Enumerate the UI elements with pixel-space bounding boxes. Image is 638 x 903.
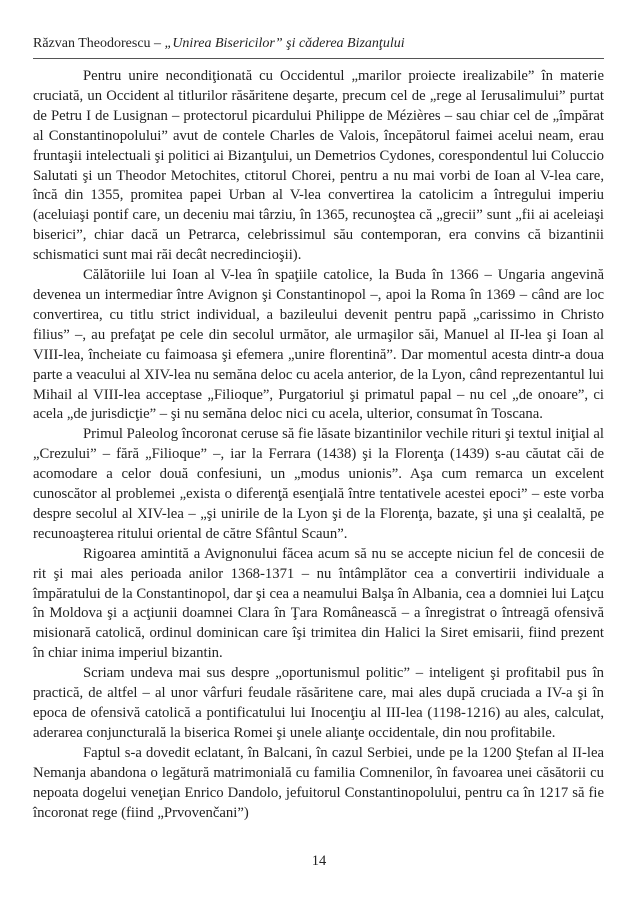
header-title: „Unirea Bisericilor” şi căderea Bizanţului [164, 36, 405, 51]
paragraph: Primul Paleolog încoronat ceruse să fie lăsate bizantinilor vechile rituri şi textul iniţial al „Crezului” – fără „Filioque” –, iar la Ferrara (1438) şi la Florenţa (1439) s-au căutat căi de acomodare a celor două confesiuni, un „modus unionis”. Aşa cum remarca un excelent cunoscător al problemei „exista o diferenţă esenţială între tentativele acestei epoci” – este vorba despre secolul al XIV-lea – „şi unirile de la Lyon şi de la Florenţa, bazate, şi una şi cealaltă, pe recunoaşterea ritului oriental de către Sfântul Scaun”. [33, 426, 604, 542]
header-author: Răzvan Theodorescu – [33, 36, 165, 51]
paragraph: Pentru unire necondiţionată cu Occidentul „marilor proiecte irealizabile” în materie cruciată, un Occident al titlurilor răsăritene deşarte, precum cel de „rege al Ierusalimului” purtat de Petru I de Lusignan – protectorul picardului Philippe de Mézières – sau chiar cel de „împărat al Constantinopolului” avut de contele Charles de Valois, începătorul faimei acelui neam, erau fruntaşii intelectuali şi politici ai Bizanţului, un Demetrios Cydones, corespondentul lui Coluccio Salutati şi un Theodor Metochites, ctitorul Chorei, pentru a nu mai vorbi de Ioan al V-lea care, încă din 1355, promitea papei Urban al V-lea convertirea la catolicim a întregului imperiu (aceluiaşi pontif care, un deceniu mai târziu, în 1365, recunoştea că „grecii” sunt „fii ai aceleiaşi biserici”, chiar dacă un Petrarca, celebrissimul său contemporan, era convins că bizantinii schismatici sunt mai răi decât necredincioşii). [33, 68, 604, 264]
paragraph: Rigoarea amintită a Avignonului făcea acum să nu se accepte niciun fel de concesii de rit şi mai ales perioada anilor 1368-1371 – nu întâmplător cea a convertirii individuale a împăratului de la Constantinopol, dar şi cea a neamului Balşa în Albania, cea a domniei lui Laţcu în Moldova şi a acţiunii doamnei Clara în Ţara Românească – a înregistrat o întreagă ofensivă misionară catolică, ordinul dominican care îşi trimitea din Halici la Siret emisarii, fiind prezent în chiar inima imperiul bizantin. [33, 545, 604, 662]
body-text [33, 67, 604, 823]
paragraph: Scriam undeva mai sus despre „oportunismul politic” – inteligent şi profitabil pus în practică, de altfel – al unor vârfuri feudale răsăritene care, mai ales după cruciada a IV-a şi în epoca de ofensivă catolică a pontificatului lui Inocenţiu al III-lea (1198-1216) au ales, calculat, aderarea conjuncturală la biserica Romei şi unele alianţe occidentale, din nou profitabile. [33, 665, 604, 741]
paragraph: Călătoriile lui Ioan al V-lea în spaţiile catolice, la Buda în 1366 – Ungaria angevină devenea un intermediar între Avignon şi Constantinopol –, apoi la Roma în 1369 – când are loc convertirea, cu titlu strict individual, a bazileului devenit pentru papă „carissimo in Christo filius” –, au prefaţat pe cele din secolul următor, ale urmaşilor săi, Manuel al II-lea şi Ioan al VIII-lea, încheiate cu faimoasa şi efemera „unire florentină”. Dar momentul acesta dintr-a doua parte a veacului al XIV-lea nu semăna deloc cu acela anterior, de la Lyon, când reprezentantul lui Mihail al VIII-lea acceptase „Filioque”, Purgatoriul şi primatul papal – nu cel „de onoare”, ci acela „de jurisdicţie” – şi nu semăna deloc nici cu acela, ulterior, consumat în Toscana. [33, 267, 604, 423]
header-rule [33, 58, 604, 59]
page-number: 14 [311, 853, 327, 869]
running-header [33, 35, 405, 53]
paragraph: Faptul s-a dovedit eclatant, în Balcani, în cazul Serbiei, unde pe la 1200 Ştefan al II-lea Nemanja abandona o legătură matrimonială cu familia Comnenilor, în favoarea unei căsătorii cu nepoata dogelui veneţian Enrico Dandolo, jefuitorul Constantinopolului, pentru ca în 1217 să fie încoronat rege (fiind „Prvovenčani”) [33, 744, 604, 821]
